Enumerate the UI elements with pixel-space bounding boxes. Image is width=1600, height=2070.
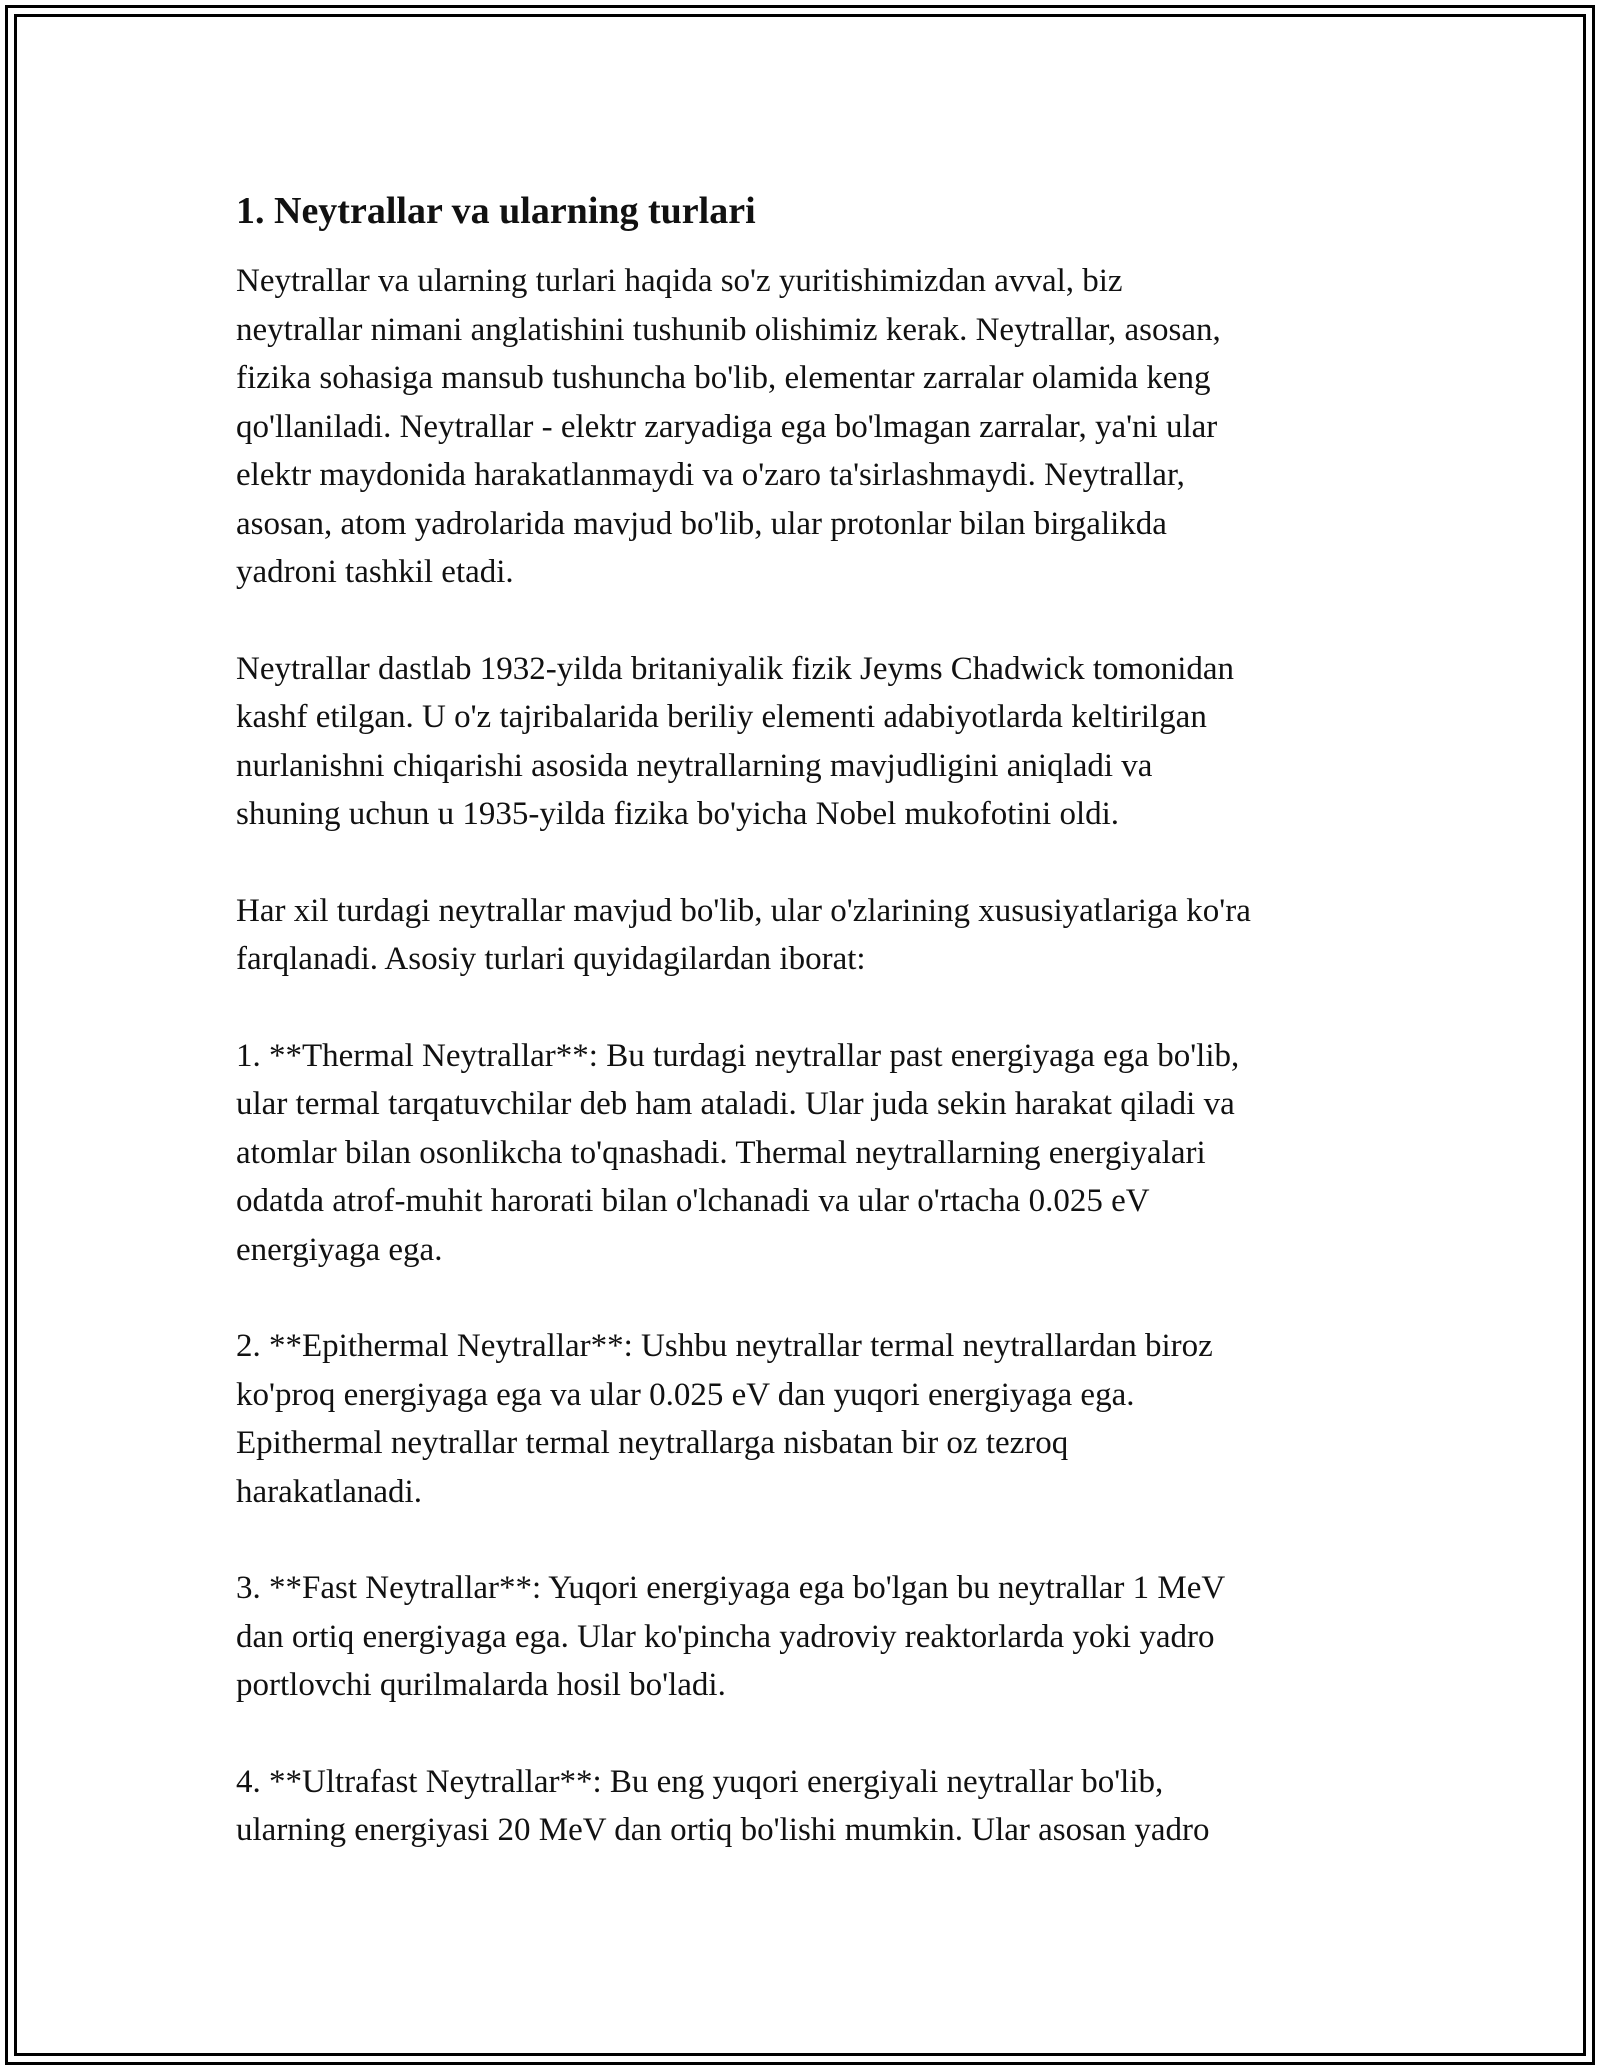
list-item-thermal: 1. **Thermal Neytrallar**: Bu turdagi neytrallar past energiyaga ega bo'lib, ular termal tarqatuvchilar deb ham ataladi. Ular juda sekin harakat qiladi va atomlar bilan osonlikcha to'qnashadi. Thermal neytrallarning energiyalari odatda atrof-muhit harorati bilan o'lchanadi va ular o'rtacha 0.025 eV energiyaga ega. — [236, 1037, 1240, 1268]
paragraph-types-intro: Har xil turdagi neytrallar mavjud bo'lib, ular o'zlarining xususiyatlariga ko'ra farqlanadi. Asosiy turlari quyidagilardan iborat: — [236, 892, 1251, 977]
section-heading: 1. Neytrallar va ularning turlari — [236, 190, 756, 232]
paragraph-history: Neytrallar dastlab 1932-yilda britaniyalik fizik Jeyms Chadwick tomonidan kashf etilgan. U o'z tajribalarida beriliy elementi adabiyotlarda keltirilgan nurlanishni chiqarishi asosida neytrallarning mavjudligini aniqladi va shuning uchun u 1935-yilda fizika bo'yicha Nobel mukofotini oldi. — [236, 650, 1235, 832]
paragraph-intro: Neytrallar va ularning turlari haqida so'z yuritishimizdan avval, biz neytrallar nimani anglatishini tushunib olishimiz kerak. Neytrallar, asosan, fizika sohasiga mansub tushuncha bo'lib, elementar zarralar olamida keng qo'llaniladi. Neytrallar - elektr zaryadiga ega bo'lmagan zarralar, ya'ni ular elektr maydonida harakatlanmaydi va o'zaro ta'sirlashmaydi. Neytrallar, asosan, atom yadrolarida mavjud bo'lib, ular protonlar bilan birgalikda yadroni tashkil etadi. — [236, 263, 1221, 590]
document-body — [236, 185, 1366, 1903]
list-item-fast: 3. **Fast Neytrallar**: Yuqori energiyaga ega bo'lgan bu neytrallar 1 MeV dan ortiq energiyaga ega. Ular ko'pincha yadroviy reaktorlarda yoki yadro portlovchi qurilmalarda hosil bo'ladi. — [236, 1570, 1226, 1703]
list-item-ultrafast: 4. **Ultrafast Neytrallar**: Bu eng yuqori energiyali neytrallar bo'lib, ularning energiyasi 20 MeV dan ortiq bo'lishi mumkin. Ular asosan yadro — [236, 1763, 1210, 1848]
list-item-epithermal: 2. **Epithermal Neytrallar**: Ushbu neytrallar termal neytrallardan biroz ko'proq energiyaga ega va ular 0.025 eV dan yuqori energiyaga ega. Epithermal neytrallar termal neytrallarga nisbatan bir oz tezroq harakatlanadi. — [236, 1328, 1213, 1510]
